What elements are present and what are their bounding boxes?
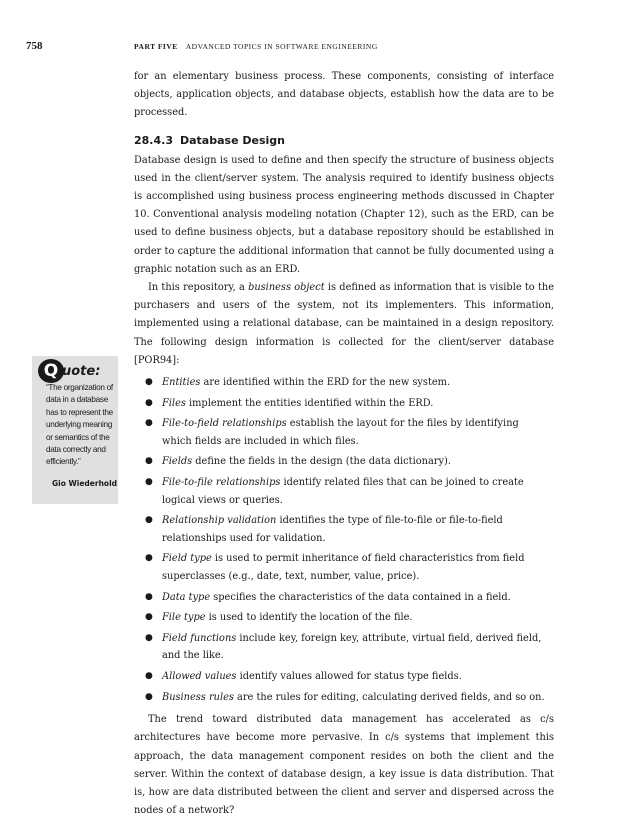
quote-sidebar <box>32 356 118 504</box>
list-item <box>134 415 554 450</box>
list-item-text: define the fields in the design (the data dictionary). <box>192 456 451 468</box>
list-item-text: are the rules for editing, calculating derived fields, and so on. <box>233 691 545 703</box>
list-item-term: Relationship validation <box>162 515 277 527</box>
list-item <box>134 668 554 686</box>
bullet-icon: ● <box>145 515 153 526</box>
list-item-text: identify values allowed for status type fields. <box>236 670 462 682</box>
list-item-text: specifies the characteristics of the data contained in a field. <box>210 591 511 603</box>
intro-paragraph: for an elementary business process. These components, consisting of interface objects, application objects, and database objects, establish how the data are to be processed. <box>134 71 554 119</box>
list-item-term: Files <box>162 397 186 409</box>
quote-text: “The organization of data in a database has to represent the underlying meaning or semantics of the data correctly and efficiently.” <box>46 383 113 467</box>
list-item-term: File-to-file relationships <box>162 477 281 489</box>
quote-author: Gio Wiederhold <box>52 479 118 488</box>
list-item-term: Allowed values <box>162 670 237 682</box>
main-text-column <box>134 68 554 820</box>
business-object-term: business object <box>248 282 325 294</box>
list-item-term: Field functions <box>162 632 237 644</box>
section-number: 28.4.3 <box>134 133 173 147</box>
design-information-list <box>134 374 554 706</box>
list-item-text: identify related files that can be joined to create logical views or queries. <box>162 477 524 506</box>
section-heading <box>134 133 554 149</box>
list-item-term: Business rules <box>162 691 234 703</box>
quote-heading <box>38 359 100 383</box>
paragraph-2-lead: In this repository, a <box>148 282 249 294</box>
list-item-text: identifies the type of file-to-file or file-to-field relationships used for validation. <box>162 515 503 544</box>
closing-paragraph: The trend toward distributed data management has accelerated as c/s architectures have become more pervasive. In c/s systems that implement this approach, the data management component resides on both the client and the server. Within the context of database design, a key issue is data distribution. That is, how are data distributed between the client and server and dispersed across the nodes of a network? <box>134 714 554 817</box>
part-title: ADVANCED TOPICS IN SOFTWARE ENGINEERING <box>185 42 378 51</box>
list-item <box>134 474 554 509</box>
bullet-icon: ● <box>145 477 153 488</box>
list-item-text: is used to identify the location of the file. <box>205 612 413 624</box>
paragraph-2 <box>134 279 554 370</box>
list-item-term: Data type <box>162 591 211 603</box>
list-item-text: are identified within the ERD for the new system. <box>200 377 451 389</box>
list-item <box>134 630 554 665</box>
quote-heading-label: uote: <box>62 363 101 379</box>
list-item <box>134 550 554 585</box>
bullet-icon: ● <box>145 670 153 681</box>
quote-q-icon: Q <box>38 359 64 383</box>
bullet-icon: ● <box>145 591 153 602</box>
list-item <box>134 609 554 627</box>
bullet-icon: ● <box>145 553 153 564</box>
paragraph-2-rest: is defined as information that is visible to the purchasers and users of the system, not its implementers. This information, implemented using a relational database, can be maintained in a design repository. The following design information is collected for the client/server database [POR94]: <box>134 282 554 366</box>
list-item <box>134 453 554 471</box>
bullet-icon: ● <box>145 612 153 623</box>
list-item <box>134 374 554 392</box>
bullet-icon: ● <box>145 456 153 467</box>
list-item-term: File-to-field relationships <box>162 418 287 430</box>
section-title: Database Design <box>179 133 285 147</box>
bullet-icon: ● <box>145 397 153 408</box>
page-number: 758 <box>26 40 43 52</box>
list-item-text: is used to permit inheritance of field characteristics from field superclasses (e.g., date, text, number, value, price). <box>162 553 525 582</box>
list-item-text: establish the layout for the files by identifying which fields are included in which files. <box>162 418 519 447</box>
list-item-term: Fields <box>162 456 193 468</box>
list-item-text: include key, foreign key, attribute, virtual field, derived field, and the like. <box>162 632 542 662</box>
list-item-term: Field type <box>162 553 212 565</box>
list-item <box>134 512 554 547</box>
list-item-text: implement the entities identified within the ERD. <box>185 397 434 409</box>
list-item <box>134 689 554 707</box>
part-label: PART FIVE <box>134 42 178 51</box>
bullet-icon: ● <box>145 632 153 643</box>
list-item <box>134 589 554 607</box>
list-item <box>134 395 554 413</box>
bullet-icon: ● <box>145 418 153 429</box>
bullet-icon: ● <box>145 691 153 702</box>
running-head <box>134 42 378 51</box>
list-item-term: File type <box>162 612 206 624</box>
paragraph-1: Database design is used to define and then specify the structure of business objects used in the client/server system. The analysis required to identify business objects is accomplished using business process engineering methods discussed in Chapter 10. Conventional analysis modeling notation (Chapter 12), such as the ERD, can be used to define business objects, but a database repository should be established in order to capture the additional information that cannot be fully documented using a graphic notation such as an ERD. <box>134 154 554 275</box>
bullet-icon: ● <box>145 377 153 388</box>
list-item-term: Entities <box>162 377 201 389</box>
